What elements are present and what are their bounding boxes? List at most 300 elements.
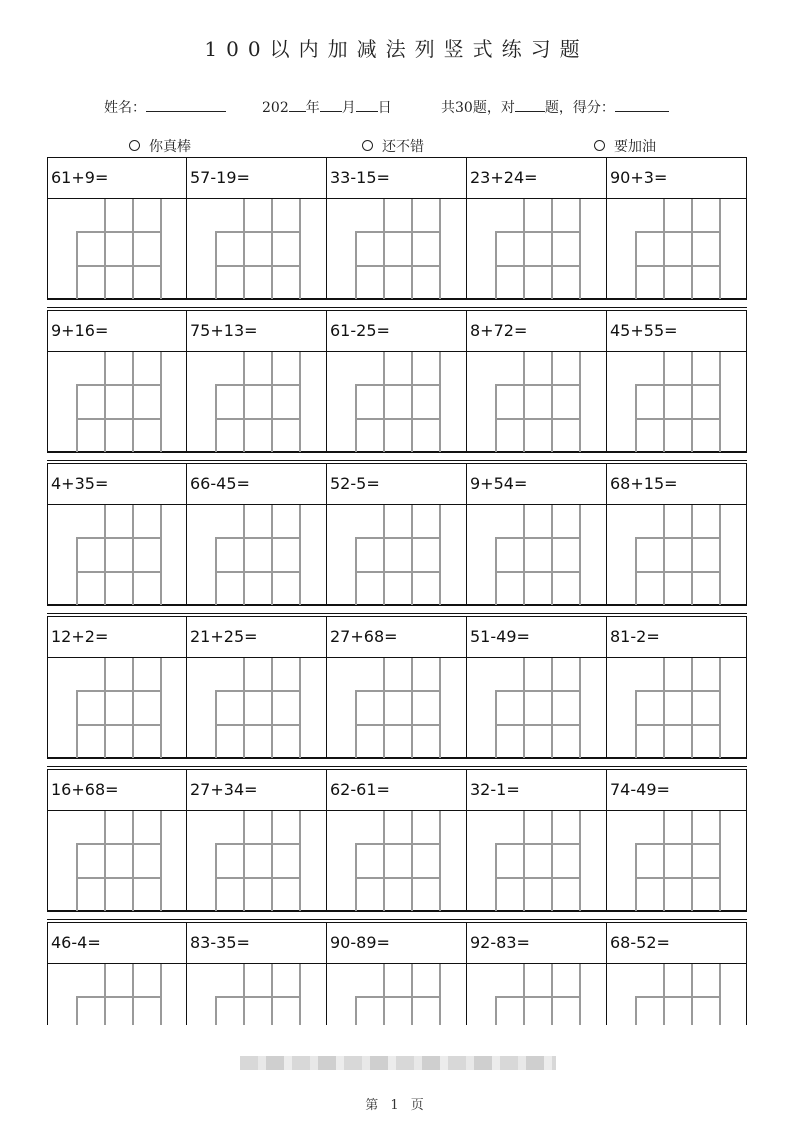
grid-line <box>355 265 440 267</box>
work-area[interactable] <box>187 352 327 452</box>
grid-line <box>663 811 665 911</box>
grid-line <box>104 199 106 299</box>
grid-line <box>663 964 665 1025</box>
correct-blank[interactable] <box>515 97 545 112</box>
grid-line <box>411 505 413 605</box>
grid-line <box>635 996 720 998</box>
grid-line <box>495 537 580 539</box>
grid-line <box>215 996 300 998</box>
grid-line <box>523 658 525 758</box>
grid-line <box>663 199 665 299</box>
problem-text: 81-2= <box>607 616 747 658</box>
total-label: 共30题，对 <box>441 100 515 116</box>
grid-line <box>579 964 581 1025</box>
problem-cell <box>327 463 467 605</box>
grid-line <box>104 964 106 1025</box>
work-area[interactable] <box>607 964 747 1025</box>
problem-text: 45+55= <box>607 310 747 352</box>
work-area[interactable] <box>327 352 467 452</box>
grid-line <box>635 571 720 573</box>
problem-text: 61+9= <box>47 157 187 199</box>
problem-text: 90+3= <box>607 157 747 199</box>
grid-line <box>495 384 580 386</box>
work-area[interactable] <box>47 658 187 758</box>
problem-cell <box>607 616 747 758</box>
grid-line <box>355 690 440 692</box>
grid-line <box>383 964 385 1025</box>
grid-line <box>104 658 106 758</box>
problem-cell <box>47 616 187 758</box>
grid-line <box>691 199 693 299</box>
grid-line <box>243 199 245 299</box>
grid-line <box>579 505 581 605</box>
grid-line <box>355 877 440 879</box>
grid-line <box>691 352 693 452</box>
grid-line <box>635 690 720 692</box>
problem-text: 75+13= <box>187 310 327 352</box>
problem-cell <box>467 463 607 605</box>
vertical-calc-grid <box>355 811 439 911</box>
grid-line <box>215 724 300 726</box>
problem-text: 33-15= <box>327 157 467 199</box>
problem-text: 8+72= <box>467 310 607 352</box>
work-area[interactable] <box>187 964 327 1025</box>
score-field <box>441 97 669 117</box>
grid-line <box>719 352 721 452</box>
work-area[interactable] <box>607 811 747 911</box>
grid-line <box>355 724 440 726</box>
vertical-calc-grid <box>355 505 439 605</box>
vertical-calc-grid <box>635 505 719 605</box>
vertical-calc-grid <box>76 199 160 299</box>
grid-line <box>160 811 162 911</box>
grid-line <box>271 811 273 911</box>
grid-line <box>104 811 106 911</box>
grid-line <box>439 811 441 911</box>
problem-text: 62-61= <box>327 769 467 811</box>
problem-cell <box>327 616 467 758</box>
problem-text: 9+54= <box>467 463 607 505</box>
grid-line <box>132 811 134 911</box>
problem-text: 12+2= <box>47 616 187 658</box>
problem-cell <box>607 463 747 605</box>
grid-line <box>76 996 161 998</box>
problem-cell <box>327 922 467 1025</box>
problem-row <box>47 463 747 605</box>
grid-line <box>551 199 553 299</box>
row-separator <box>47 911 747 920</box>
grid-line <box>355 231 440 233</box>
problem-text: 46-4= <box>47 922 187 964</box>
grid-line <box>439 658 441 758</box>
grid-line <box>495 996 580 998</box>
grid-line <box>355 996 357 1025</box>
problem-cell <box>607 157 747 299</box>
grid-line <box>439 199 441 299</box>
score-blank[interactable] <box>615 97 669 112</box>
work-area[interactable] <box>47 505 187 605</box>
circle-icon <box>594 140 605 151</box>
grid-line <box>215 877 300 879</box>
work-area[interactable] <box>47 964 187 1025</box>
work-area[interactable] <box>187 505 327 605</box>
date-field <box>262 97 392 117</box>
work-area[interactable] <box>467 658 607 758</box>
work-area[interactable] <box>467 964 607 1025</box>
grid-line <box>160 199 162 299</box>
vertical-calc-grid <box>215 505 299 605</box>
grid-line <box>495 996 497 1025</box>
grid-line <box>579 352 581 452</box>
grid-line <box>383 199 385 299</box>
grid-line <box>160 352 162 452</box>
vertical-calc-grid <box>215 964 299 1025</box>
grid-line <box>523 811 525 911</box>
problem-text: 9+16= <box>47 310 187 352</box>
grid-line <box>411 964 413 1025</box>
grid-line <box>635 724 720 726</box>
grid-line <box>215 265 300 267</box>
vertical-calc-grid <box>76 505 160 605</box>
grid-line <box>299 964 301 1025</box>
grid-line <box>215 537 300 539</box>
work-area[interactable] <box>327 811 467 911</box>
problem-text: 32-1= <box>467 769 607 811</box>
problem-cell <box>467 922 607 1025</box>
grid-line <box>132 964 134 1025</box>
work-area[interactable] <box>467 352 607 452</box>
year-prefix: 202 <box>262 100 289 116</box>
grid-line <box>495 843 580 845</box>
work-area[interactable] <box>467 811 607 911</box>
blurred-footer-watermark <box>240 1056 556 1070</box>
circle-icon <box>362 140 373 151</box>
grid-line <box>299 505 301 605</box>
grid-line <box>132 199 134 299</box>
problem-text: 92-83= <box>467 922 607 964</box>
work-area[interactable] <box>607 352 747 452</box>
grid-line <box>104 352 106 452</box>
row-separator <box>47 452 747 461</box>
grid-line <box>243 352 245 452</box>
row-separator <box>47 605 747 614</box>
month-blank[interactable] <box>320 97 342 112</box>
page-title: 100以内加减法列竖式练习题 <box>204 37 589 61</box>
grid-line <box>76 877 161 879</box>
grid-line <box>299 199 301 299</box>
grid-line <box>355 571 440 573</box>
vertical-calc-grid <box>495 658 579 758</box>
problem-cell <box>47 157 187 299</box>
problem-cell <box>467 769 607 911</box>
problem-cell <box>607 769 747 911</box>
grid-line <box>215 843 300 845</box>
work-area[interactable] <box>607 505 747 605</box>
grid-line <box>299 811 301 911</box>
day-label: 日 <box>377 100 392 116</box>
grid-line <box>355 537 440 539</box>
vertical-calc-grid <box>76 964 160 1025</box>
grid-line <box>579 199 581 299</box>
correct-suffix: 题，得分： <box>544 100 615 116</box>
problem-grid <box>47 157 747 1025</box>
grid-line <box>495 265 580 267</box>
grid-line <box>691 811 693 911</box>
grid-line <box>691 505 693 605</box>
problem-cell <box>187 310 327 452</box>
problem-text: 21+25= <box>187 616 327 658</box>
grid-line <box>243 658 245 758</box>
vertical-calc-grid <box>495 811 579 911</box>
rating-label: 要加油 <box>614 139 656 155</box>
problem-cell <box>47 769 187 911</box>
vertical-calc-grid <box>355 352 439 452</box>
grid-line <box>551 352 553 452</box>
grid-line <box>439 505 441 605</box>
grid-line <box>383 811 385 911</box>
work-area[interactable] <box>607 658 747 758</box>
vertical-calc-grid <box>635 811 719 911</box>
grid-line <box>271 352 273 452</box>
grid-line <box>160 658 162 758</box>
grid-line <box>160 505 162 605</box>
grid-line <box>635 537 720 539</box>
problem-cell <box>47 463 187 605</box>
grid-line <box>495 571 580 573</box>
vertical-calc-grid <box>355 199 439 299</box>
grid-line <box>411 199 413 299</box>
grid-line <box>76 265 161 267</box>
problem-cell <box>327 769 467 911</box>
problem-cell <box>607 922 747 1025</box>
problem-row <box>47 157 747 299</box>
grid-line <box>243 964 245 1025</box>
problem-cell <box>187 157 327 299</box>
work-area[interactable] <box>47 199 187 299</box>
page-number: 第 1 页 <box>365 1098 428 1113</box>
grid-line <box>691 658 693 758</box>
vertical-calc-grid <box>215 352 299 452</box>
grid-line <box>495 724 580 726</box>
grid-line <box>355 418 440 420</box>
vertical-calc-grid <box>635 199 719 299</box>
grid-line <box>271 964 273 1025</box>
work-area[interactable] <box>47 352 187 452</box>
rating-label: 还不错 <box>382 139 424 155</box>
work-area[interactable] <box>607 199 747 299</box>
grid-line <box>76 724 161 726</box>
grid-line <box>523 505 525 605</box>
problem-cell <box>467 157 607 299</box>
grid-line <box>243 811 245 911</box>
grid-line <box>635 418 720 420</box>
problem-text: 51-49= <box>467 616 607 658</box>
grid-line <box>523 964 525 1025</box>
rating-label: 你真棒 <box>149 139 191 155</box>
problem-text: 68-52= <box>607 922 747 964</box>
grid-line <box>215 418 300 420</box>
problem-text: 74-49= <box>607 769 747 811</box>
grid-line <box>719 658 721 758</box>
grid-line <box>411 811 413 911</box>
grid-line <box>383 352 385 452</box>
work-area[interactable] <box>327 505 467 605</box>
work-area[interactable] <box>467 199 607 299</box>
problem-text: 61-25= <box>327 310 467 352</box>
problem-row <box>47 616 747 758</box>
vertical-calc-grid <box>76 352 160 452</box>
grid-line <box>132 352 134 452</box>
problem-text: 90-89= <box>327 922 467 964</box>
vertical-calc-grid <box>495 199 579 299</box>
vertical-calc-grid <box>495 505 579 605</box>
grid-line <box>271 505 273 605</box>
vertical-calc-grid <box>215 199 299 299</box>
rating-option[interactable] <box>594 136 656 156</box>
grid-line <box>76 537 161 539</box>
row-separator <box>47 299 747 308</box>
vertical-calc-grid <box>76 811 160 911</box>
work-area[interactable] <box>327 199 467 299</box>
vertical-calc-grid <box>215 811 299 911</box>
year-label: 年 <box>305 100 320 116</box>
grid-line <box>495 877 580 879</box>
vertical-calc-grid <box>635 658 719 758</box>
problem-cell <box>187 769 327 911</box>
grid-line <box>76 690 161 692</box>
name-field <box>104 97 226 117</box>
day-blank[interactable] <box>356 97 378 112</box>
grid-line <box>160 964 162 1025</box>
vertical-calc-grid <box>635 352 719 452</box>
grid-line <box>579 811 581 911</box>
vertical-calc-grid <box>495 352 579 452</box>
problem-cell <box>467 310 607 452</box>
problem-text: 83-35= <box>187 922 327 964</box>
rating-option[interactable] <box>362 136 424 156</box>
grid-line <box>355 996 440 998</box>
row-separator <box>47 758 747 767</box>
grid-line <box>215 690 300 692</box>
vertical-calc-grid <box>76 658 160 758</box>
work-area[interactable] <box>187 811 327 911</box>
grid-line <box>439 964 441 1025</box>
grid-line <box>523 199 525 299</box>
grid-line <box>76 384 161 386</box>
vertical-calc-grid <box>355 964 439 1025</box>
grid-line <box>76 571 161 573</box>
vertical-calc-grid <box>635 964 719 1025</box>
grid-line <box>243 505 245 605</box>
work-area[interactable] <box>47 811 187 911</box>
grid-line <box>719 505 721 605</box>
problem-text: 27+68= <box>327 616 467 658</box>
grid-line <box>76 996 78 1025</box>
grid-line <box>495 418 580 420</box>
grid-line <box>76 843 161 845</box>
grid-line <box>635 384 720 386</box>
grid-line <box>579 658 581 758</box>
work-area[interactable] <box>467 505 607 605</box>
problem-text: 57-19= <box>187 157 327 199</box>
grid-line <box>551 658 553 758</box>
grid-line <box>411 658 413 758</box>
grid-line <box>383 658 385 758</box>
problem-text: 23+24= <box>467 157 607 199</box>
problem-cell <box>47 922 187 1025</box>
grid-line <box>271 658 273 758</box>
grid-line <box>719 964 721 1025</box>
problem-text: 27+34= <box>187 769 327 811</box>
grid-line <box>132 505 134 605</box>
work-area[interactable] <box>327 964 467 1025</box>
grid-line <box>635 877 720 879</box>
name-blank[interactable] <box>146 97 226 112</box>
grid-line <box>355 384 440 386</box>
vertical-calc-grid <box>215 658 299 758</box>
work-area[interactable] <box>187 658 327 758</box>
grid-line <box>215 571 300 573</box>
grid-line <box>635 231 720 233</box>
grid-line <box>299 658 301 758</box>
grid-line <box>299 352 301 452</box>
work-area[interactable] <box>327 658 467 758</box>
problem-row <box>47 310 747 452</box>
grid-line <box>635 843 720 845</box>
vertical-calc-grid <box>355 658 439 758</box>
grid-line <box>719 199 721 299</box>
problem-text: 52-5= <box>327 463 467 505</box>
problem-cell <box>467 616 607 758</box>
work-area[interactable] <box>187 199 327 299</box>
problem-cell <box>187 463 327 605</box>
grid-line <box>76 418 161 420</box>
grid-line <box>215 996 217 1025</box>
grid-line <box>383 505 385 605</box>
problem-text: 4+35= <box>47 463 187 505</box>
name-label: 姓名： <box>104 100 146 116</box>
problem-text: 66-45= <box>187 463 327 505</box>
grid-line <box>355 843 440 845</box>
grid-line <box>495 231 580 233</box>
month-label: 月 <box>341 100 356 116</box>
grid-line <box>439 352 441 452</box>
rating-option[interactable] <box>129 136 191 156</box>
problem-cell <box>607 310 747 452</box>
grid-line <box>76 231 161 233</box>
problem-row <box>47 769 747 911</box>
grid-line <box>215 231 300 233</box>
grid-line <box>271 199 273 299</box>
grid-line <box>691 964 693 1025</box>
grid-line <box>132 658 134 758</box>
grid-line <box>663 505 665 605</box>
circle-icon <box>129 140 140 151</box>
problem-cell <box>327 157 467 299</box>
grid-line <box>523 352 525 452</box>
problem-cell <box>187 616 327 758</box>
grid-line <box>663 658 665 758</box>
problem-cell <box>327 310 467 452</box>
grid-line <box>215 384 300 386</box>
year-blank[interactable] <box>289 97 306 112</box>
problem-row <box>47 922 747 1025</box>
problem-text: 68+15= <box>607 463 747 505</box>
grid-line <box>663 352 665 452</box>
grid-line <box>551 964 553 1025</box>
problem-cell <box>187 922 327 1025</box>
grid-line <box>411 352 413 452</box>
